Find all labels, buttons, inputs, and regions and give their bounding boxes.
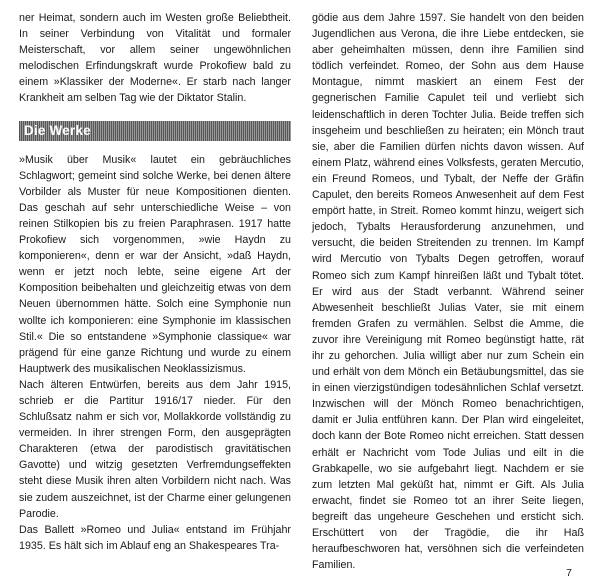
text-columns [19, 10, 584, 573]
body-paragraph: Nach älteren Entwürfen, bereits aus dem Jahr 1915, schrieb er die Partitur 1916/17 nieder. Für den Schlußsatz nahm er sich vor, Mollakkorde vollständig zu vermeiden. In ihrer strengen Form, den ausgeprägten Charakteren (etwa der parodistisch gravitätischen Gavotte) und witzig gesetzten Verfremdungseffekten steht diese Musik ihren alten Vorbildern nicht nach. Was sie zudem auszeichnet, ist der Charme einer gelungenen Parodie. [19, 378, 291, 520]
page-number: 7 [566, 567, 572, 579]
section-heading: Die Werke [19, 121, 291, 141]
body-paragraph: gödie aus dem Jahre 1597. Sie handelt von den beiden Jugendlichen aus Verona, die ihre Liebe entdecken, sie aber geheimhalten müssen, denn ihre Familien sind tödlich verfeindet. Romeo, der Sohn aus dem Hause Montague, nimmt maskiert an einem Fest der gegnerischen Familie Capulet teil und verliebt sich leidenschaftlich in deren Tochter Julia. Beide treffen sich insgeheim und beschließen zu heiraten; ein Mönch traut sie, aber die Familien dürfen nichts davon wissen. Auf einem Platz, während eines Volksfests, geraten Mercutio, ein Freund Romeos, und Tybalt, der Neffe der Gräfin Capulet, den bereits Romeos Anwesenheit auf dem Fest empört hatte, in Streit. Romeo kommt hinzu, weigert sich jedoch, Tybalts Herausforderung anzunehmen, und versucht, die beiden Streitenden zu trennen. Im Kampf wird Mercutio von Tybalts Degen getroffen, worauf Romeo sich zum Kampf hinreißen läßt und Tybalt tötet. Er wird aus der Stadt verbannt. Während seiner Abwesenheit beschließt Julias Vater, sie mit einem fremden Grafen zu vermählen. Selbst die Amme, die zuvor ihre Vereinigung mit Romeo begünstigt hatte, rät ihr zu gehorchen. Julia willigt aber nur zum Schein ein und erhält von dem Mönch ein Betäubungsmittel, das sie in einen vierzigstündigen todesähnlichen Schlaf versetzt. Inzwischen will der Mönch Romeo benachrichtigen, damit er Julia entführen kann. Der Plan wird eingeleitet, doch kann der Bote Romeo nicht erreichen. Statt dessen erhält er Nachricht vom Tode Julias und eilt in die Grabkapelle, wo sie aufgebahrt liegt. Nachdem er sie zum letzten Mal geküßt hat, nimmt er Gift. Als Julia erwacht, findet sie Romeo tot an ihrer Seite liegen, begreift das ungeheure Geschehen und ersticht sich. Erschüttert von der Tragödie, die ihr Haß heraufbeschworen hat, versöhnen sich die verfeindeten Familien. [312, 12, 584, 572]
intro-paragraph: ner Heimat, sondern auch im Westen große Beliebtheit. In seiner Verbindung von Vitalität und formaler Meisterschaft, vor allem seiner ungewöhnlichen melodischen Erfindungskraft wurde Prokofiew bald zu einem »Klassiker der Moderne«. Er starb nach langer Krankheit am selben Tag wie der Diktator Stalin. [19, 12, 291, 105]
body-paragraph: »Musik über Musik« lautet ein gebräuchliches Schlagwort; gemeint sind solche Werke, bei denen ältere Vorbilder als Muster für neue Kompositionen dienten. Das geschah auf sehr unterschiedliche Weise – von reinen Stilkopien bis zu freien Paraphrasen. 1917 hatte Prokofiew sich vorgenommen, »wie Haydn zu komponieren«, denn er war der Ansicht, »daß Haydn, wenn er jetzt noch lebte, seine eigene Art der Komposition beibehalten und gleichzeitig etwas von dem Neuen übernommen hätte. Solch eine Symphonie nun wollte ich komponieren: eine Symphonie im klassischen Stil.« Die so entstandene »Symphonie classique« war prägend für eine ganze Richtung und wurde zu einem Hauptwerk des musikalischen Neoklassizismus. [19, 153, 291, 375]
left-column [19, 10, 291, 573]
body-paragraph: Das Ballett »Romeo und Julia« entstand im Frühjahr 1935. Es hält sich im Ablauf eng an Shakespeares Tra- [19, 523, 291, 552]
right-column [312, 10, 584, 573]
